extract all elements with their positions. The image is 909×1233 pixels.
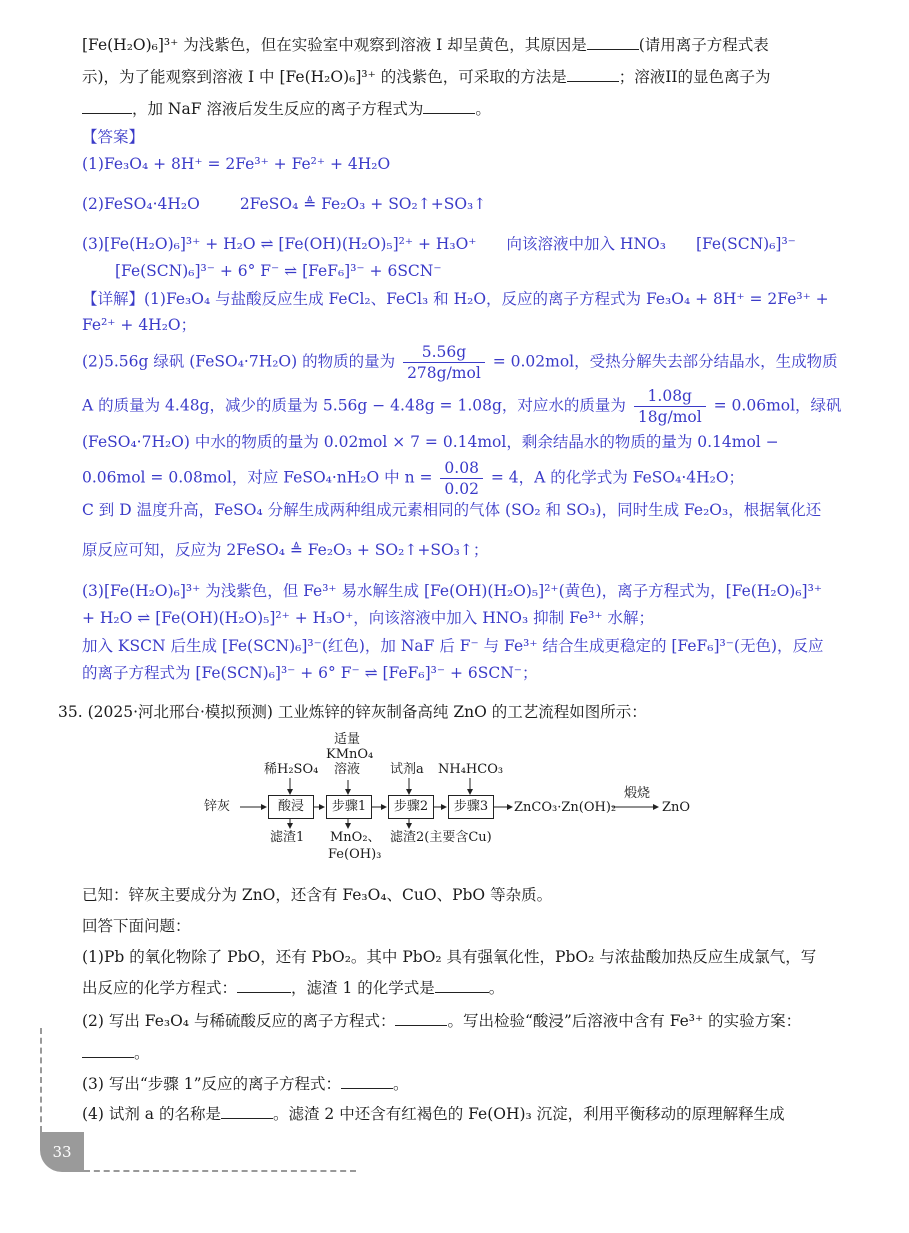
margin-dashed-line (40, 1028, 42, 1132)
answer-blank[interactable] (395, 1011, 447, 1026)
question-part-1: (1)Pb 的氧化物除了 PbO，还有 PbO₂。其中 PbO₂ 具有强氧化性，PbO₂ 与浓盐酸加热反应生成氯气，写 (82, 948, 817, 966)
answer-blank[interactable] (82, 1043, 134, 1058)
answer-line-1: (1)Fe₃O₄ + 8H⁺ = 2Fe³⁺ + Fe²⁺ + 4H₂O (82, 155, 391, 173)
answer-blank[interactable] (341, 1074, 393, 1089)
answer-line-3: (3)[Fe(H₂O)₆]³⁺ + H₂O ⇌ [Fe(OH)(H₂O)₅]²⁺ + H₃O⁺ 向该溶液中加入 HNO₃ [Fe(SCN)₆]³⁻ (82, 235, 796, 253)
flow-residue-2: 滤渣2(主要含Cu) (390, 830, 492, 845)
detail-line: 0.06mol = 0.08mol，对应 FeSO₄·nH₂O 中 n = $\frac{0.08}{0.02}$ = 4，A 的化学式为 FeSO₄·4H₂O； (82, 459, 745, 498)
question-text-line: [Fe(H₂O)₆]³⁺ 为浅紫色，但在实验室中观察到溶液 I 却呈黄色，其原因是 (请用离子方程式表 (82, 36, 769, 54)
flow-final-product: ZnO (662, 800, 691, 815)
detail-line: C 到 D 温度升高，FeSO₄ 分解生成两种组成元素相同的气体 (SO₂ 和 SO₃)，同时生成 Fe₂O₃，根据氧化还 (82, 501, 822, 519)
flow-start: 锌灰 (204, 799, 231, 814)
known-info: 已知：锌灰主要成分为 ZnO，还含有 Fe₃O₄、CuO、PbO 等杂质。 (82, 886, 553, 904)
question-text-line: 示)，为了能观察到溶液 I 中 [Fe(H₂O)₆]³⁺ 的浅紫色，可采取的方法是 ；溶液II的显色离子为 (82, 68, 771, 86)
answer-blank[interactable] (82, 99, 132, 114)
flow-step-2: 步骤2 (388, 795, 434, 819)
flow-input-solution: 溶液 (334, 762, 361, 777)
detail-line: 原反应可知，反应为 2FeSO₄ ≜ Fe₂O₃ + SO₂↑+SO₃↑； (82, 541, 489, 559)
fraction: $\frac{0.08}{0.02}$ (440, 458, 483, 499)
flow-step-1: 步骤1 (326, 795, 372, 819)
detail-line: + H₂O ⇌ [Fe(OH)(H₂O)₅]²⁺ + H₃O⁺，向该溶液中加入 HNO₃ 抑制 Fe³⁺ 水解； (82, 609, 654, 627)
flow-step-acid-leach: 酸浸 (268, 795, 314, 819)
answer-heading: 【答案】 (82, 128, 145, 146)
flow-product: ZnCO₃·Zn(OH)₂ (514, 800, 617, 815)
detail-line: (2)5.56g 绿矾 (FeSO₄·7H₂O) 的物质的量为 $\frac{5.56g}{\text{278g/mol}}$ = 0.02mol，受热分解失去部分结晶水，生成物质 (82, 343, 838, 382)
detail-line: 加入 KSCN 后生成 [Fe(SCN)₆]³⁻(红色)，加 NaF 后 F⁻ 与 Fe³⁺ 结合生成更稳定的 [FeF₆]³⁻(无色)，反应 (82, 637, 824, 655)
question-part-2: (2) 写出 Fe₃O₄ 与稀硫酸反应的离子方程式： 。写出检验“酸浸”后溶液中含有 Fe³⁺ 的实验方案： (82, 1012, 802, 1030)
flow-calcine-label: 煅烧 (624, 786, 651, 801)
detail-line: Fe²⁺ + 4H₂O； (82, 316, 197, 334)
page-number: 33 (40, 1132, 84, 1172)
flow-input-reagent-a: 试剂a (390, 762, 424, 777)
answer-blank[interactable] (567, 67, 619, 82)
flow-output-feoh3: Fe(OH)₃ (328, 847, 382, 862)
answer-prompt: 回答下面问题： (82, 917, 191, 935)
detail-line: (FeSO₄·7H₂O) 中水的物质的量为 0.02mol × 7 = 0.14mol，剩余结晶水的物质的量为 0.14mol − (82, 433, 779, 451)
question-part-4: (4) 试剂 a 的名称是 。滤渣 2 中还含有红褐色的 Fe(OH)₃ 沉淀，利用平衡移动的原理解释生成 (82, 1105, 785, 1123)
flow-input-amount: 适量 (334, 732, 361, 747)
answer-blank[interactable] (587, 35, 639, 50)
answer-blank[interactable] (435, 978, 489, 993)
flow-input-nh4hco3: NH₄HCO₃ (438, 762, 504, 777)
flow-output-mno2: MnO₂、 (330, 830, 381, 845)
question-text-line: ，加 NaF 溶液后发生反应的离子方程式为 。 (82, 98, 491, 120)
detail-line: 【详解】(1)Fe₃O₄ 与盐酸反应生成 FeCl₂、FeCl₃ 和 H₂O，反应的离子方程式为 Fe₃O₄ + 8H⁺ = 2Fe³⁺ + (82, 290, 829, 308)
flow-residue-1: 滤渣1 (270, 830, 305, 845)
answer-line-3-cont: [Fe(SCN)₆]³⁻ + 6° F⁻ ⇌ [FeF₆]³⁻ + 6SCN⁻ (115, 262, 442, 280)
process-flow-diagram (200, 728, 700, 878)
detail-line: (3)[Fe(H₂O)₆]³⁺ 为浅紫色，但 Fe³⁺ 易水解生成 [Fe(OH)(H₂O)₅]²⁺(黄色)，离子方程式为，[Fe(H₂O)₆]³⁺ (82, 582, 822, 600)
flow-step-3: 步骤3 (448, 795, 494, 819)
answer-blank[interactable] (221, 1104, 273, 1119)
flow-input-kmno4: KMnO₄ (326, 747, 374, 762)
flow-input-sulfuric-acid: 稀H₂SO₄ (264, 762, 319, 777)
question-part-3: (3) 写出“步骤 1”反应的离子方程式： 。 (82, 1075, 409, 1093)
question-part-2-cont: 。 (82, 1042, 150, 1064)
fraction: $\frac{5.56g}{\text{278g/mol}}$ (403, 342, 485, 383)
detail-line: 的离子方程式为 [Fe(SCN)₆]³⁻ + 6° F⁻ ⇌ [FeF₆]³⁻ + 6SCN⁻； (82, 664, 538, 682)
answer-blank[interactable] (423, 99, 475, 114)
question-title: 35. (2025·河北邢台·模拟预测) 工业炼锌的锌灰制备高纯 ZnO 的工艺流程如图所示： (58, 703, 647, 721)
answer-line-2: (2)FeSO₄·4H₂O 2FeSO₄ ≜ Fe₂O₃ + SO₂↑+SO₃↑ (82, 195, 487, 213)
detail-line: A 的质量为 4.48g，减少的质量为 5.56g − 4.48g = 1.08g，对应水的质量为 $\frac{1.08g}{\text{18g/mol}}$ = 0.06mol，绿矾 (82, 387, 842, 426)
footer-dashed-line (84, 1170, 356, 1172)
answer-blank[interactable] (237, 978, 291, 993)
question-part-1-cont: 出反应的化学方程式： ，滤渣 1 的化学式是 。 (82, 979, 505, 997)
fraction: $\frac{1.08g}{\text{18g/mol}}$ (634, 386, 706, 427)
